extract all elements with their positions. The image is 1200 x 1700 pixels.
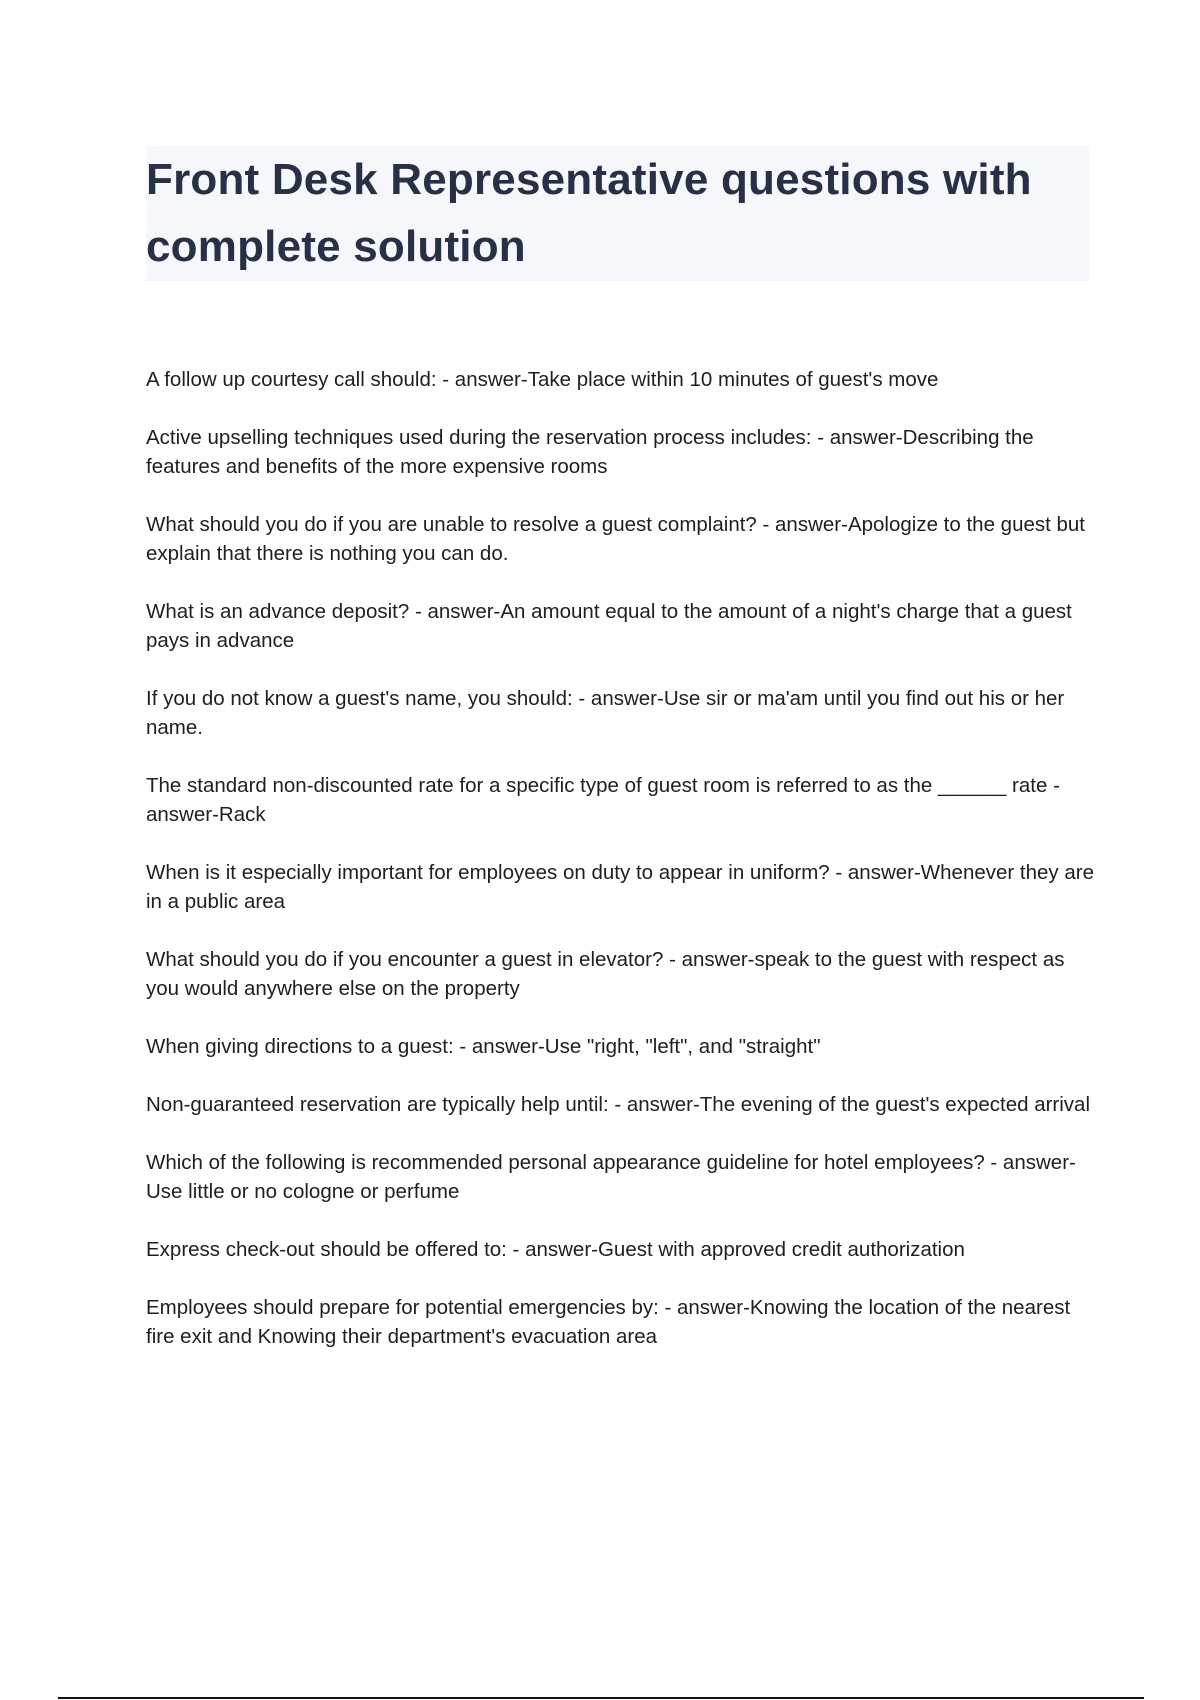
qa-item: Which of the following is recommended personal appearance guideline for hotel employees? - answer-Use little or no cologne or perfume: [146, 1151, 1076, 1203]
qa-item: What should you do if you are unable to resolve a guest complaint? - answer-Apologize to the guest but explain that there is nothing you can do.: [146, 513, 1086, 565]
qa-item: What should you do if you encounter a guest in elevator? - answer-speak to the guest with respect as you would anywhere else on the property: [146, 948, 1065, 1000]
qa-item: If you do not know a guest's name, you should: - answer-Use sir or ma'am until you find out his or her name.: [146, 687, 1065, 739]
qa-item: Non-guaranteed reservation are typically help until: - answer-The evening of the guest's expected arrival: [146, 1093, 1091, 1116]
qa-item: What is an advance deposit? - answer-An amount equal to the amount of a night's charge that a guest pays in advance: [146, 600, 1072, 652]
title-block: [146, 146, 1089, 281]
qa-item: Active upselling techniques used during the reservation process includes: - answer-Describing the features and benefits of the more expensive rooms: [146, 426, 1034, 478]
qa-item: The standard non-discounted rate for a specific type of guest room is referred to as the ______ rate - answer-Rack: [146, 774, 1060, 826]
qa-item: A follow up courtesy call should: - answer-Take place within 10 minutes of guest's move: [146, 368, 939, 391]
qa-item: When is it especially important for employees on duty to appear in uniform? - answer-Whenever they are in a public area: [146, 861, 1095, 913]
page-title: Front Desk Representative questions with complete solution: [146, 155, 1032, 271]
footer-divider: [58, 1697, 1144, 1699]
qa-item: When giving directions to a guest: - answer-Use "right, "left", and "straight": [146, 1035, 821, 1058]
qa-list: [146, 365, 1096, 1380]
qa-item: Express check-out should be offered to: - answer-Guest with approved credit authorization: [146, 1238, 965, 1261]
qa-item: Employees should prepare for potential emergencies by: - answer-Knowing the location of the nearest fire exit and Knowing their department's evacuation area: [146, 1296, 1071, 1348]
